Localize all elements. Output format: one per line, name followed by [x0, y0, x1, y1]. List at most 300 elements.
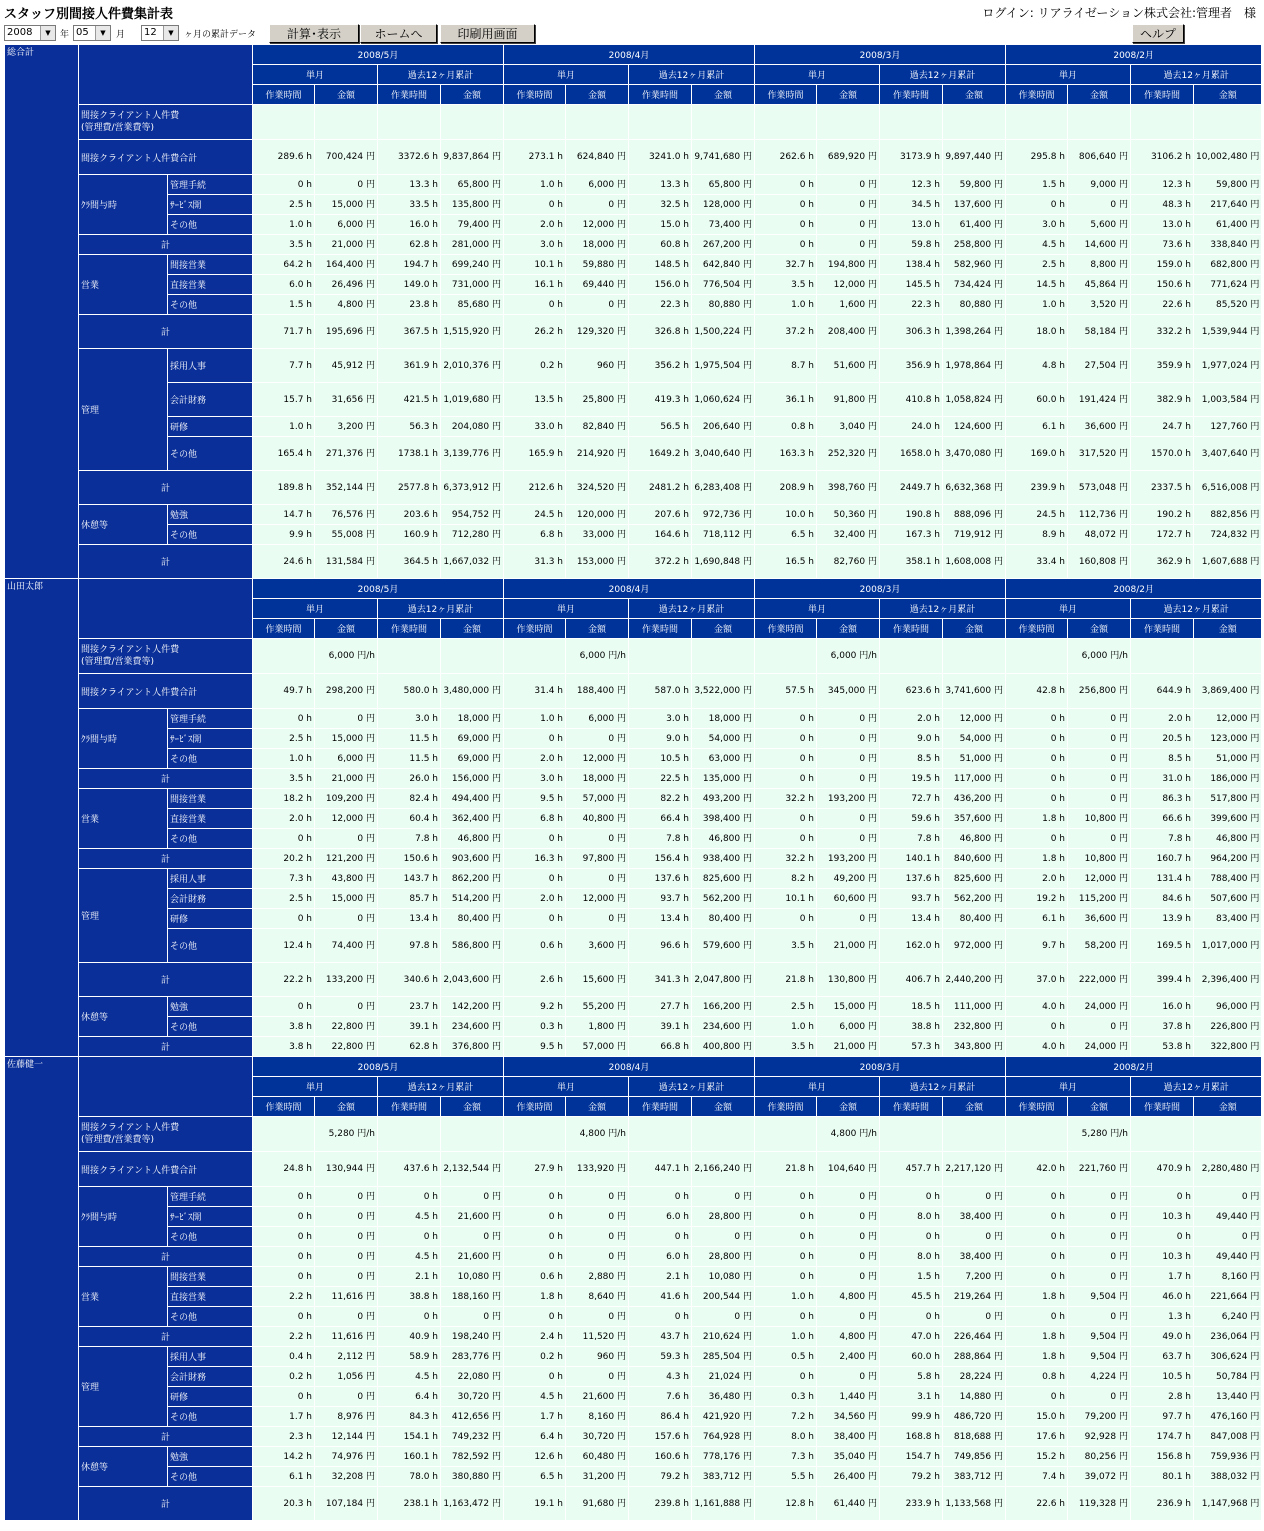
hours-cell: 149.0 h	[378, 275, 441, 295]
print-button[interactable]: 印刷用画面	[440, 24, 535, 43]
amount-cell: 217,640 円	[1194, 195, 1262, 215]
hours-cell: 154.7 h	[880, 1447, 943, 1467]
hours-cell: 340.6 h	[378, 963, 441, 997]
amount-cell: 0 円	[817, 1367, 880, 1387]
hours-cell: 43.7 h	[629, 1327, 692, 1347]
amount-cell: 383,712 円	[692, 1467, 755, 1487]
amount-cell: 24,000 円	[1068, 1037, 1131, 1057]
hours-cell: 0.8 h	[1006, 1367, 1068, 1387]
hours-cell: 34.5 h	[880, 195, 943, 215]
amount-cell: 74,976 円	[315, 1447, 378, 1467]
amount-cell	[1194, 1117, 1262, 1152]
amount-cell: 507,600 円	[1194, 889, 1262, 909]
month-header: 2008/5月	[253, 45, 504, 65]
hours-cell: 4.5 h	[1006, 235, 1068, 255]
amount-cell: 130,944 円	[315, 1152, 378, 1187]
amount-cell: 0 円	[1068, 1227, 1131, 1247]
amount-cell: 76,576 円	[315, 505, 378, 525]
item-label: 採用人事	[168, 1347, 253, 1367]
amount-cell: 0 円	[315, 1307, 378, 1327]
hours-cell: 9.0 h	[880, 729, 943, 749]
amount-cell: 43,800 円	[315, 869, 378, 889]
group-label: 営業	[79, 789, 168, 849]
hours-cell: 367.5 h	[378, 315, 441, 349]
item-label: その他	[168, 437, 253, 471]
category-label-line: 間接クライアント人件費	[81, 111, 180, 121]
hours-cell: 8.0 h	[755, 1427, 817, 1447]
amount-cell: 343,800 円	[943, 1037, 1006, 1057]
hours-cell: 364.5 h	[378, 545, 441, 579]
hours-cell	[880, 1117, 943, 1152]
hours-cell: 10.1 h	[755, 889, 817, 909]
subtotal-label: 計	[79, 769, 253, 789]
month-header: 2008/3月	[755, 1057, 1006, 1077]
amount-cell: 642,840 円	[692, 255, 755, 275]
amount-cell: 206,640 円	[692, 417, 755, 437]
amount-cell: 12,000 円	[943, 709, 1006, 729]
hours-header: 作業時間	[504, 619, 566, 639]
amount-cell: 0 円	[692, 1307, 755, 1327]
amount-cell: 1,600 円	[817, 295, 880, 315]
hours-cell: 6.0 h	[629, 1247, 692, 1267]
amount-cell: 8,160 円	[1194, 1267, 1262, 1287]
amount-cell: 2,880 円	[566, 1267, 629, 1287]
hours-cell: 5.8 h	[880, 1367, 943, 1387]
hours-cell: 13.4 h	[880, 909, 943, 929]
amount-cell: 83,400 円	[1194, 909, 1262, 929]
amount-cell: 12,000 円	[1194, 709, 1262, 729]
category-label	[79, 105, 253, 140]
amount-cell: 9,741,680 円	[692, 140, 755, 175]
amount-cell: 221,760 円	[1068, 1152, 1131, 1187]
hours-cell: 2449.7 h	[880, 471, 943, 505]
item-label: 勉強	[168, 505, 253, 525]
hours-cell: 3.5 h	[253, 769, 315, 789]
category-total-label: 間接クライアント人件費合計	[79, 1152, 253, 1187]
amount-cell: 749,232 円	[441, 1427, 504, 1447]
group-label: 休憩等	[79, 1447, 168, 1487]
hours-cell: 0 h	[253, 1387, 315, 1407]
hours-cell: 6.4 h	[378, 1387, 441, 1407]
hours-cell: 156.4 h	[629, 849, 692, 869]
amount-cell: 49,200 円	[817, 869, 880, 889]
amount-cell: 73,400 円	[692, 215, 755, 235]
amount-cell: 0 円	[692, 1227, 755, 1247]
amount-cell: 2,112 円	[315, 1347, 378, 1367]
amount-cell: 818,688 円	[943, 1427, 1006, 1447]
amount-cell: 0 円	[315, 1207, 378, 1227]
cumulative-header: 過去12ヶ月累計	[880, 65, 1006, 85]
hours-cell: 7.7 h	[253, 349, 315, 383]
hours-cell: 0.2 h	[253, 1367, 315, 1387]
hours-cell: 0 h	[880, 1227, 943, 1247]
amount-cell: 46,800 円	[1194, 829, 1262, 849]
hours-cell: 16.1 h	[504, 275, 566, 295]
amount-cell: 1,539,944 円	[1194, 315, 1262, 349]
item-row	[5, 889, 1262, 909]
amount-cell: 204,080 円	[441, 417, 504, 437]
hours-cell: 262.6 h	[755, 140, 817, 175]
amount-cell: 352,144 円	[315, 471, 378, 505]
hours-cell: 56.3 h	[378, 417, 441, 437]
hours-cell: 1.7 h	[504, 1407, 566, 1427]
single-month-header: 単月	[1006, 1077, 1131, 1097]
hours-cell: 22.3 h	[629, 295, 692, 315]
amount-cell: 0 円	[1068, 1017, 1131, 1037]
hours-cell: 7.8 h	[378, 829, 441, 849]
amount-cell: 164,400 円	[315, 255, 378, 275]
hours-cell: 0 h	[755, 909, 817, 929]
item-label: ｻｰﾋﾞｽ開	[168, 195, 253, 215]
amount-cell: 91,800 円	[817, 383, 880, 417]
amount-cell: 80,400 円	[441, 909, 504, 929]
amount-cell: 338,840 円	[1194, 235, 1262, 255]
subtotal-row	[5, 1427, 1262, 1447]
hours-cell: 0 h	[504, 1207, 566, 1227]
hours-cell	[1131, 105, 1194, 140]
hours-cell: 13.9 h	[1131, 909, 1194, 929]
amount-cell: 2,217,120 円	[943, 1152, 1006, 1187]
amount-cell: 399,600 円	[1194, 809, 1262, 829]
amount-cell: 79,400 円	[441, 215, 504, 235]
year-select[interactable]	[4, 25, 56, 41]
single-month-header: 単月	[755, 65, 880, 85]
subtotal-label: 計	[79, 1487, 253, 1521]
item-label: その他	[168, 525, 253, 545]
hours-cell: 239.8 h	[629, 1487, 692, 1521]
amount-cell: 21,000 円	[817, 929, 880, 963]
amount-cell: 210,624 円	[692, 1327, 755, 1347]
amount-cell: 1,608,008 円	[943, 545, 1006, 579]
amount-cell: 0 円	[566, 1207, 629, 1227]
hours-cell: 0 h	[253, 1267, 315, 1287]
month-header-row	[5, 45, 1262, 65]
hours-cell: 12.8 h	[755, 1487, 817, 1521]
group-label: 管理	[79, 869, 168, 963]
hours-cell: 2481.2 h	[629, 471, 692, 505]
amount-cell: 50,784 円	[1194, 1367, 1262, 1387]
hours-cell: 2.0 h	[880, 709, 943, 729]
amount-cell: 0 円	[817, 195, 880, 215]
hours-cell: 1.0 h	[253, 749, 315, 769]
hours-cell: 3.0 h	[629, 709, 692, 729]
amount-cell: 281,000 円	[441, 235, 504, 255]
item-row	[5, 1347, 1262, 1367]
hours-cell: 32.7 h	[755, 255, 817, 275]
group-label: 営業	[79, 1267, 168, 1327]
hours-cell: 289.6 h	[253, 140, 315, 175]
hours-cell: 190.2 h	[1131, 505, 1194, 525]
amount-cell: 15,000 円	[315, 729, 378, 749]
item-row	[5, 525, 1262, 545]
month-select[interactable]	[73, 25, 111, 41]
amount-cell: 153,000 円	[566, 545, 629, 579]
hours-cell: 0 h	[1006, 749, 1068, 769]
hours-cell: 0 h	[1006, 1307, 1068, 1327]
amount-header: 金額	[315, 85, 378, 105]
item-row	[5, 809, 1262, 829]
amount-cell	[441, 105, 504, 140]
amount-cell	[943, 1117, 1006, 1152]
hours-cell: 0 h	[504, 829, 566, 849]
amount-cell: 21,024 円	[692, 1367, 755, 1387]
hours-cell: 24.5 h	[504, 505, 566, 525]
month-header: 2008/2月	[1006, 579, 1262, 599]
amount-cell: 3,470,080 円	[943, 437, 1006, 471]
subtotal-label: 計	[79, 315, 253, 349]
amount-cell: 194,800 円	[817, 255, 880, 275]
hours-cell: 156.8 h	[1131, 1447, 1194, 1467]
amount-cell: 188,400 円	[566, 674, 629, 709]
amount-cell: 60,480 円	[566, 1447, 629, 1467]
hours-cell: 6.0 h	[629, 1207, 692, 1227]
amount-cell: 493,200 円	[692, 789, 755, 809]
month-header: 2008/2月	[1006, 1057, 1262, 1077]
hours-cell: 63.7 h	[1131, 1347, 1194, 1367]
hours-cell: 157.6 h	[629, 1427, 692, 1447]
category-label-line: 間接クライアント人件費	[81, 1123, 180, 1133]
hours-cell: 58.9 h	[378, 1347, 441, 1367]
hours-cell: 3173.9 h	[880, 140, 943, 175]
amount-cell: 0 円	[817, 1307, 880, 1327]
amount-cell: 380,880 円	[441, 1467, 504, 1487]
hours-cell	[253, 1117, 315, 1152]
hours-cell: 53.8 h	[1131, 1037, 1194, 1057]
hours-cell: 39.1 h	[378, 1017, 441, 1037]
amount-cell: 825,600 円	[692, 869, 755, 889]
hours-cell: 0 h	[1006, 1017, 1068, 1037]
amount-cell: 0 円	[943, 1307, 1006, 1327]
amount-cell	[441, 1117, 504, 1152]
hours-cell: 0 h	[1006, 195, 1068, 215]
amount-cell: 283,776 円	[441, 1347, 504, 1367]
amount-cell: 1,017,000 円	[1194, 929, 1262, 963]
amount-cell: 32,208 円	[315, 1467, 378, 1487]
hours-cell: 60.8 h	[629, 235, 692, 255]
single-month-header: 単月	[504, 1077, 629, 1097]
hours-cell: 2577.8 h	[378, 471, 441, 505]
hours-cell: 1.0 h	[253, 417, 315, 437]
hours-cell: 11.5 h	[378, 729, 441, 749]
hours-cell: 0 h	[504, 1367, 566, 1387]
hours-cell: 33.5 h	[378, 195, 441, 215]
hours-cell: 0 h	[253, 1207, 315, 1227]
amount-cell: 782,592 円	[441, 1447, 504, 1467]
hours-cell: 8.7 h	[755, 349, 817, 383]
hours-cell: 0 h	[1006, 829, 1068, 849]
hours-cell: 2337.5 h	[1131, 471, 1194, 505]
hours-cell: 295.8 h	[1006, 140, 1068, 175]
home-button[interactable]: ホームへ	[360, 24, 437, 43]
amount-header: 金額	[692, 619, 755, 639]
hours-cell: 14.7 h	[253, 505, 315, 525]
hours-cell: 164.6 h	[629, 525, 692, 545]
hours-cell: 60.4 h	[378, 809, 441, 829]
hours-cell: 22.3 h	[880, 295, 943, 315]
amount-cell: 514,200 円	[441, 889, 504, 909]
amount-cell: 888,096 円	[943, 505, 1006, 525]
hours-cell: 86.4 h	[629, 1407, 692, 1427]
hours-cell: 2.2 h	[253, 1327, 315, 1347]
hours-cell: 0 h	[1006, 1267, 1068, 1287]
amount-cell: 65,800 円	[692, 175, 755, 195]
item-row	[5, 1287, 1262, 1307]
hours-cell: 0.6 h	[504, 929, 566, 963]
amount-cell: 4,800 円	[315, 295, 378, 315]
item-row	[5, 1207, 1262, 1227]
hours-cell: 66.8 h	[629, 1037, 692, 1057]
amount-header: 金額	[441, 85, 504, 105]
subtotal-row	[5, 849, 1262, 869]
amount-cell: 0 円	[1068, 1187, 1131, 1207]
rate-cell	[817, 105, 880, 140]
hours-cell: 3.5 h	[755, 1037, 817, 1057]
hours-cell: 2.4 h	[504, 1327, 566, 1347]
item-label: 直接営業	[168, 1287, 253, 1307]
amount-cell: 0 円	[1068, 789, 1131, 809]
staff-name: 山田太郎	[7, 582, 44, 592]
amount-cell: 256,800 円	[1068, 674, 1131, 709]
month-header: 2008/4月	[504, 1057, 755, 1077]
hours-cell: 13.4 h	[378, 909, 441, 929]
header-corner	[79, 45, 253, 105]
amount-cell: 1,161,888 円	[692, 1487, 755, 1521]
hours-cell: 22.5 h	[629, 769, 692, 789]
hours-cell: 0 h	[755, 809, 817, 829]
hours-cell: 0 h	[504, 869, 566, 889]
amount-cell: 579,600 円	[692, 929, 755, 963]
hours-cell: 26.0 h	[378, 769, 441, 789]
amount-cell: 130,800 円	[817, 963, 880, 997]
amount-cell: 26,400 円	[817, 1467, 880, 1487]
help-button[interactable]: ヘルプ	[1132, 24, 1184, 43]
hours-cell: 236.9 h	[1131, 1487, 1194, 1521]
amount-cell: 1,003,584 円	[1194, 383, 1262, 417]
hours-cell: 4.0 h	[1006, 997, 1068, 1017]
amount-cell: 847,008 円	[1194, 1427, 1262, 1447]
single-month-header: 単月	[755, 599, 880, 619]
item-row	[5, 909, 1262, 929]
amount-header: 金額	[566, 1097, 629, 1117]
hours-cell: 48.3 h	[1131, 195, 1194, 215]
hours-cell: 13.3 h	[378, 175, 441, 195]
amount-cell: 964,200 円	[1194, 849, 1262, 869]
subtotal-label: 計	[79, 471, 253, 505]
hours-cell: 27.7 h	[629, 997, 692, 1017]
rate-cell	[566, 105, 629, 140]
amount-cell: 0 円	[817, 1207, 880, 1227]
item-row	[5, 1467, 1262, 1487]
amount-cell: 0 円	[566, 909, 629, 929]
hours-header: 作業時間	[504, 1097, 566, 1117]
hours-cell: 31.0 h	[1131, 769, 1194, 789]
amount-cell: 1,019,680 円	[441, 383, 504, 417]
amount-cell: 6,283,408 円	[692, 471, 755, 505]
hours-cell: 6.5 h	[504, 1467, 566, 1487]
hours-cell: 66.4 h	[629, 809, 692, 829]
hours-header: 作業時間	[1006, 1097, 1068, 1117]
hours-cell: 0 h	[1006, 1247, 1068, 1267]
single-month-header: 単月	[755, 1077, 880, 1097]
hours-cell	[629, 105, 692, 140]
hours-cell: 82.2 h	[629, 789, 692, 809]
hours-cell: 8.5 h	[880, 749, 943, 769]
amount-cell: 517,800 円	[1194, 789, 1262, 809]
hours-cell: 190.8 h	[880, 505, 943, 525]
hours-cell: 42.0 h	[1006, 1152, 1068, 1187]
hours-cell: 3106.2 h	[1131, 140, 1194, 175]
amount-cell: 85,520 円	[1194, 295, 1262, 315]
amount-cell: 45,912 円	[315, 349, 378, 383]
hours-cell: 0 h	[504, 729, 566, 749]
amount-cell: 0 円	[1068, 709, 1131, 729]
hours-cell: 361.9 h	[378, 349, 441, 383]
hours-cell: 1.5 h	[880, 1267, 943, 1287]
hours-cell: 12.6 h	[504, 1447, 566, 1467]
hours-cell: 1.7 h	[253, 1407, 315, 1427]
amount-cell: 0 円	[1068, 1267, 1131, 1287]
hours-cell: 162.0 h	[880, 929, 943, 963]
amount-cell: 0 円	[817, 1247, 880, 1267]
hours-cell: 0 h	[504, 195, 566, 215]
amount-cell: 112,736 円	[1068, 505, 1131, 525]
group-label: 営業	[79, 255, 168, 315]
hours-cell: 143.7 h	[378, 869, 441, 889]
rate-cell	[315, 105, 378, 140]
hours-cell: 9.9 h	[253, 525, 315, 545]
amount-cell: 80,400 円	[943, 909, 1006, 929]
hours-cell: 6.4 h	[504, 1427, 566, 1447]
amount-cell: 412,656 円	[441, 1407, 504, 1427]
cumulative-header: 過去12ヶ月累計	[629, 599, 755, 619]
hours-cell: 2.0 h	[504, 749, 566, 769]
hours-cell: 148.5 h	[629, 255, 692, 275]
hours-cell: 2.3 h	[253, 1427, 315, 1447]
amount-cell: 24,000 円	[1068, 997, 1131, 1017]
amount-cell: 0 円	[566, 1307, 629, 1327]
amount-cell: 764,928 円	[692, 1427, 755, 1447]
hours-cell: 0.2 h	[504, 1347, 566, 1367]
hours-cell	[755, 105, 817, 140]
amount-cell: 14,600 円	[1068, 235, 1131, 255]
amount-cell: 954,752 円	[441, 505, 504, 525]
amount-cell: 48,072 円	[1068, 525, 1131, 545]
hours-cell: 137.6 h	[880, 869, 943, 889]
hours-cell: 62.8 h	[378, 235, 441, 255]
calc-button[interactable]: 計算･表示	[269, 24, 359, 43]
hours-cell: 1.8 h	[1006, 809, 1068, 829]
span-select[interactable]	[141, 25, 179, 41]
hours-cell: 0 h	[504, 1227, 566, 1247]
cumulative-header: 過去12ヶ月累計	[378, 599, 504, 619]
amount-cell: 142,200 円	[441, 997, 504, 1017]
hours-cell: 57.3 h	[880, 1037, 943, 1057]
amount-cell: 12,000 円	[315, 809, 378, 829]
hours-cell: 40.9 h	[378, 1327, 441, 1347]
single-month-header: 単月	[504, 65, 629, 85]
hours-cell: 10.5 h	[629, 749, 692, 769]
item-row	[5, 1447, 1262, 1467]
hours-cell: 2.1 h	[629, 1267, 692, 1287]
amount-cell: 1,667,032 円	[441, 545, 504, 579]
amount-cell: 0 円	[566, 195, 629, 215]
hours-cell: 60.0 h	[1006, 383, 1068, 417]
amount-cell: 252,320 円	[817, 437, 880, 471]
hours-cell: 20.3 h	[253, 1487, 315, 1521]
hours-cell: 167.3 h	[880, 525, 943, 545]
hours-cell: 2.0 h	[504, 215, 566, 235]
hours-cell: 97.8 h	[378, 929, 441, 963]
